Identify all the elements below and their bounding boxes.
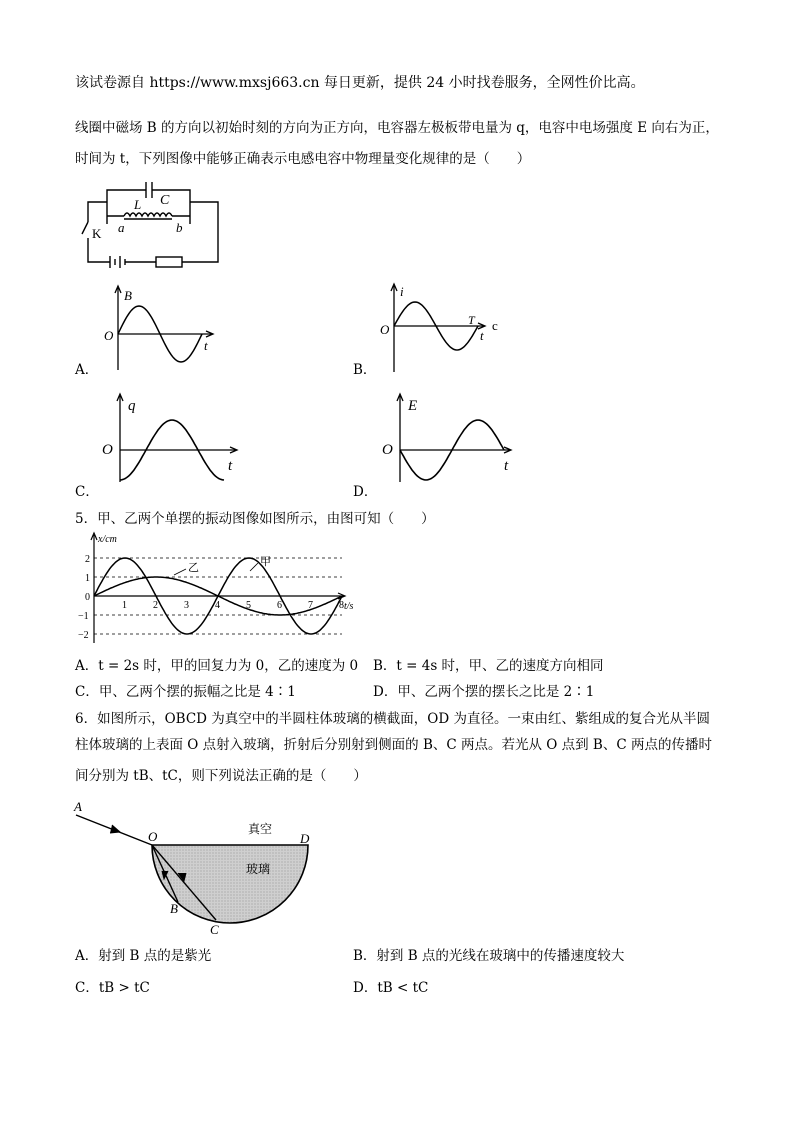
q4-option-c-graph [96,390,246,486]
q4-line1: 线圈中磁场 B 的方向以初始时刻的方向为正方向，电容器左极板带电量为 q，电容中电场强度 E 向右为正， [75,120,719,136]
q6-line2: 柱体玻璃的上表面 O 点射入玻璃，折射后分别射到侧面的 B、C 两点。若光从 O 点到 B、C 两点的传播时 [75,737,712,753]
q5-option-d: D．甲、乙两个摆的摆长之比是 2∶1 [373,684,595,700]
q6-label-d: D [300,831,310,846]
q5-xlabel: t/s [344,601,354,612]
q6-option-c: C．tB > tC [75,980,150,996]
q6-option-a: A．射到 B 点的是紫光 [75,948,212,964]
q4-option-d-label: D． [353,484,378,500]
q5-ytick-label: 0 [85,592,90,603]
circuit-label-b: b [176,220,183,235]
q6-label-vacuum: 真空 [248,822,273,836]
q5-xtick-label: 5 [246,600,251,611]
q5-xtick-label: 4 [215,600,220,611]
q6-label-b: B [170,901,178,916]
q6-label-a: A [74,799,82,814]
option-a-origin: O [104,328,114,343]
option-c-yaxis-label: q [128,398,136,414]
header-text: 该试卷源自 https://www.mxsj663.cn 每日更新，提供 24 小时找卷服务，全网性价比高。 [75,75,645,91]
q5-ytick-label: 2 [85,554,90,565]
option-d-xaxis-label: t [504,458,509,474]
q6-option-b: B．射到 B 点的光线在玻璃中的传播速度较大 [353,948,625,964]
q6-label-o: O [148,829,158,844]
option-b-yaxis-label: i [400,284,404,299]
q4-option-a-label: A． [75,362,99,378]
option-b-xaxis-label: t [480,328,484,343]
q5-option-c: C．甲、乙两个摆的振幅之比是 4∶1 [75,684,296,700]
circuit-label-l: L [134,197,142,212]
q5-vibration-chart [74,531,364,647]
q5-series-yi-label: 乙 [188,562,199,574]
option-b-origin: O [380,322,390,337]
q6-glass-diagram [68,795,318,937]
q5-ytick-label: 1 [85,573,90,584]
q6-label-glass: 玻璃 [246,862,271,876]
q4-option-d-graph [378,390,518,486]
circuit-label-k: K [92,226,102,241]
q5-xtick-label: 2 [153,600,158,611]
q4-option-b-label: B． [353,362,377,378]
q5-xtick-label: 6 [277,600,282,611]
circuit-label-c: C [160,193,170,208]
circuit-label-a: a [118,220,125,235]
option-c-origin: O [102,442,113,458]
option-d-yaxis-label: E [408,398,418,414]
option-b-period-label: T [468,313,475,327]
q4-option-a-graph [96,282,226,374]
q6-option-d: D．tB < tC [353,980,429,996]
q5-stem: 5．甲、乙两个单摆的振动图像如图所示，由图可知（ ） [75,511,435,527]
q4-line2: 时间为 t，下列图像中能够正确表示电感电容中物理量变化规律的是（ ） [75,151,531,167]
q6-line1: 6．如图所示，OBCD 为真空中的半圆柱体玻璃的横截面，OD 为直径。一束由红、紫组成的复合光从半圆 [75,711,710,727]
q5-xtick-label: 3 [184,600,189,611]
option-a-yaxis-label: B [124,288,132,303]
q5-option-b: B．t = 4s 时，甲、乙的速度方向相同 [373,658,604,674]
q5-xtick-label: 8 [339,600,344,611]
option-d-origin: O [382,442,393,458]
q6-line3: 间分别为 tB、tC，则下列说法正确的是（ ） [75,768,367,784]
q4-option-c-label: C． [75,484,99,500]
q5-ytick-label: −2 [78,630,89,641]
option-a-xaxis-label: t [204,338,208,353]
option-c-xaxis-label: t [228,458,233,474]
q5-xtick-label: 1 [122,600,127,611]
q5-series-jia-label: 甲 [260,556,271,568]
option-b-extra-label: c [492,318,498,333]
lc-circuit-diagram [78,176,228,268]
q5-xtick-label: 7 [308,600,313,611]
q4-option-b-graph [370,280,510,376]
q5-ytick-label: −1 [78,611,89,622]
q6-label-c: C [210,922,219,937]
q5-option-a: A．t = 2s 时，甲的回复力为 0，乙的速度为 0 [75,658,359,674]
q5-ylabel: x/cm [98,534,117,545]
